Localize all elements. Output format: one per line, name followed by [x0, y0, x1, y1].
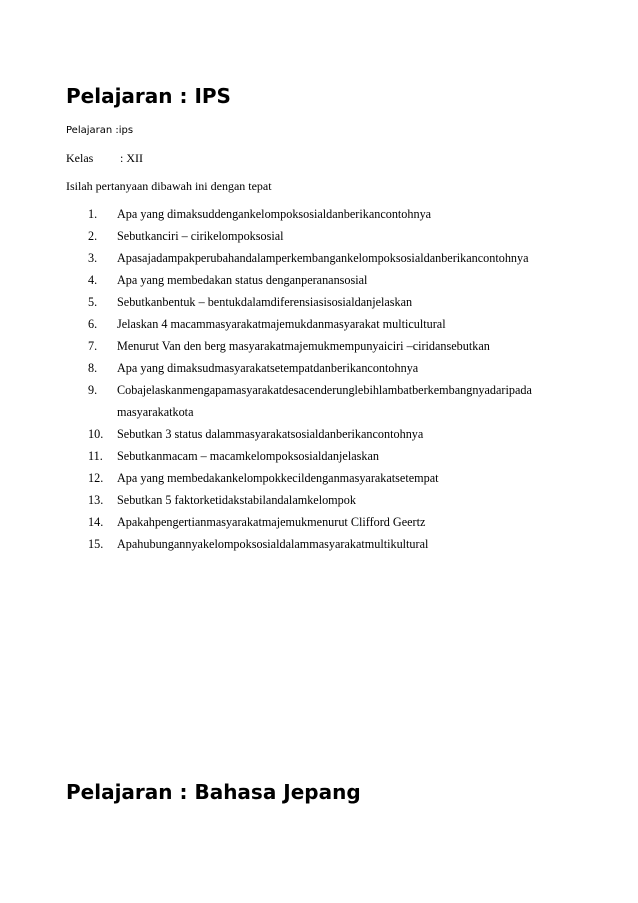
- question-text: Sebutkanbentuk – bentukdalamdiferensiasisosialdanjelaskan: [117, 295, 413, 309]
- question-item: [66, 269, 606, 291]
- section-heading-bahasa-jepang: Pelajaran : Bahasa Jepang: [66, 780, 361, 804]
- question-item: [66, 379, 606, 423]
- question-number: 15.: [88, 537, 104, 551]
- question-number: 2.: [88, 229, 98, 243]
- question-item: [66, 313, 606, 335]
- question-number: 10.: [88, 427, 104, 441]
- question-text: Jelaskan 4 macammasyarakatmajemukdanmasyarakat multicultural: [117, 317, 446, 331]
- question-item: [66, 357, 606, 379]
- question-item: [66, 423, 606, 445]
- question-item: [66, 247, 606, 269]
- question-number: 1.: [88, 207, 98, 221]
- question-number: 12.: [88, 471, 104, 485]
- question-text: Sebutkanciri – cirikelompoksosial: [117, 229, 284, 243]
- question-text: Apahubungannyakelompoksosialdalammasyarakatmultikultural: [117, 537, 429, 551]
- question-number: 14.: [88, 515, 104, 529]
- subject-subtitle: Pelajaran :ips: [66, 125, 134, 136]
- question-item: [66, 445, 606, 467]
- question-text: Apakahpengertianmasyarakatmajemukmenurut Clifford Geertz: [117, 515, 426, 529]
- question-list: [66, 203, 606, 555]
- question-number: 11.: [88, 449, 103, 463]
- question-number: 13.: [88, 493, 104, 507]
- question-item: [66, 467, 606, 489]
- question-text: Apa yang dimaksudmasyarakatsetempatdanberikancontohnya: [117, 361, 419, 375]
- question-item: [66, 489, 606, 511]
- class-line: [66, 151, 143, 165]
- question-text: Apa yang membedakan status denganperanansosial: [117, 273, 368, 287]
- question-number: 8.: [88, 361, 98, 375]
- question-text: Sebutkan 5 faktorketidakstabilandalamkelompok: [117, 493, 356, 507]
- question-number: 6.: [88, 317, 98, 331]
- question-item: [66, 203, 606, 225]
- question-item: [66, 335, 606, 357]
- question-number: 7.: [88, 339, 98, 353]
- class-value: : XII: [120, 151, 143, 165]
- question-item: [66, 225, 606, 247]
- question-text: Apa yang dimaksuddengankelompoksosialdanberikancontohnya: [117, 207, 432, 221]
- question-number: 4.: [88, 273, 98, 287]
- question-item: [66, 511, 606, 533]
- question-text: Menurut Van den berg masyarakatmajemukmempunyaiciri –ciridansebutkan: [117, 339, 490, 353]
- question-text: Sebutkanmacam – macamkelompoksosialdanjelaskan: [117, 449, 379, 463]
- class-label: Kelas: [66, 151, 94, 165]
- question-text: Sebutkan 3 status dalammasyarakatsosialdanberikancontohnya: [117, 427, 424, 441]
- question-number: 3.: [88, 251, 98, 265]
- question-number: 5.: [88, 295, 98, 309]
- instruction-text: Isilah pertanyaan dibawah ini dengan tepat: [66, 179, 272, 193]
- question-number: 9.: [88, 383, 98, 397]
- question-text: Cobajelaskanmengapamasyarakatdesacenderunglebihlambatberkembangnyadaripada masyarakatkota: [117, 383, 532, 419]
- question-item: [66, 291, 606, 313]
- section-heading-ips: Pelajaran : IPS: [66, 84, 231, 108]
- question-item: [66, 533, 606, 555]
- question-text: Apa yang membedakankelompokkecildenganmasyarakatsetempat: [117, 471, 439, 485]
- question-text: Apasajadampakperubahandalamperkembangankelompoksosialdanberikancontohnya: [117, 251, 529, 265]
